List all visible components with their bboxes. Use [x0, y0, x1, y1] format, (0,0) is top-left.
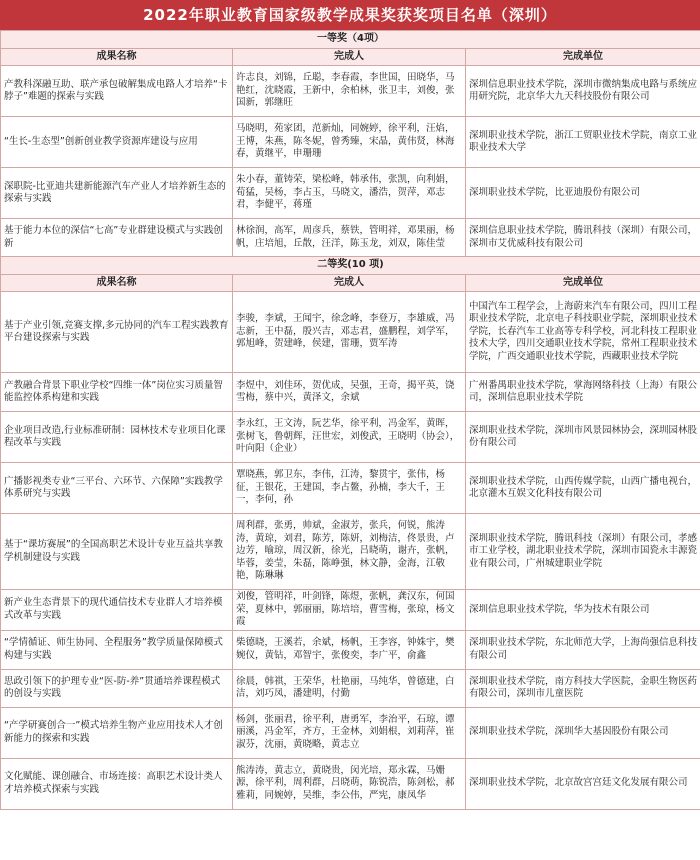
- members-cell: 李煜中，刘佳环，贺优成，吴强，王奇，揭平英，饶雪梅，蔡中兴，黄泽文，余斌: [233, 373, 466, 412]
- project-name-cell: 思政引领下的护理专业“医-防-养”贯通培养课程模式的创设与实践: [1, 669, 233, 707]
- units-cell: 深圳信息职业技术学院，华为技术有限公司: [466, 590, 700, 631]
- column-header: 完成单位: [466, 49, 700, 66]
- project-name-cell: “产学研赛创合一”模式培养生物产业应用技术人才创新能力的探索和实践: [1, 707, 233, 758]
- column-header: 完成单位: [466, 275, 700, 292]
- units-cell: 深圳职业技术学院，腾讯科技（深圳）有限公司，孝感市工业学校，湖北职业技术学院，深圳市国瓷永丰源瓷业有限公司，广州城建职业学院: [466, 514, 700, 590]
- units-cell: 深圳职业技术学院，山西传媒学院，山西广播电视台，北京灌木互娱文化科技有限公司: [466, 463, 700, 514]
- units-cell: 深圳职业技术学院，深圳华大基因股份有限公司: [466, 707, 700, 758]
- project-name-cell: 广播影视类专业“三平台、六环节、六保障”实践教学体系研究与实践: [1, 463, 233, 514]
- members-cell: 李永红，王文涛，阮艺华，徐平利，冯金军，黄晖，张树飞，鲁朝辉，汪世宏，刘俊武，王晓明（协会），叶向阳（企业）: [233, 412, 466, 463]
- members-cell: 杨剑，张丽君，徐平利，唐勇军，李治平，石琼，谭丽溪，冯金军，齐方，王金林，刘娟根，刘莉萍，崔淑芬，沈丽，黄晓略，黄志立: [233, 707, 466, 758]
- units-cell: 深圳职业技术学院，南方科技大学医院，金职生物医药有限公司，深圳市儿童医院: [466, 669, 700, 707]
- column-header: 完成人: [233, 49, 466, 66]
- table-row: [1, 373, 700, 412]
- column-header: 成果名称: [1, 49, 233, 66]
- column-header-row: [1, 49, 700, 66]
- award-table-body: [1, 31, 700, 810]
- project-name-cell: 产教科深融互助、联产承包破解集成电路人才培养“卡脖子”难题的探索与实践: [1, 66, 233, 117]
- members-cell: 覃晓燕，郭卫东，李伟，江涛，黎贯宇，张伟，杨征，王银花，王建国，李占鳌，孙楠，李大千，王一，李何，孙: [233, 463, 466, 514]
- members-cell: 刘俊，管明祥，叶剑锋，陈煜，张帆，龚汉东，何国荣，夏林中，郭丽丽，陈培培，曹雪梅，张琼，杨文霞: [233, 590, 466, 631]
- table-row: [1, 514, 700, 590]
- table-row: [1, 669, 700, 707]
- units-cell: 深圳职业技术学院，比亚迪股份有限公司: [466, 168, 700, 219]
- table-row: [1, 707, 700, 758]
- project-name-cell: 基于“课坊赛展”的全国高职艺术设计专业互益共享教学机制建设与实践: [1, 514, 233, 590]
- units-cell: 深圳职业技术学院，浙江工贸职业技术学院，南京工业职业技术大学: [466, 117, 700, 168]
- project-name-cell: 企业项目改造,行业标准研制：园林技术专业项目化课程改革与实践: [1, 412, 233, 463]
- table-row: [1, 412, 700, 463]
- project-name-cell: 深职院-比亚迪共建新能源汽车产业人才培养新生态的探索与实践: [1, 168, 233, 219]
- members-cell: 马晓明，苑家团，范新灿，同婉婷，徐平利，汪焰，王博，朱燕，陈冬妮，曾秀臻，宋晶，黄伟贤，林海春，黄继平，申珊珊: [233, 117, 466, 168]
- units-cell: 深圳信息职业技术学院，深圳市微纳集成电路与系统应用研究院，北京华大九天科技股份有限公司: [466, 66, 700, 117]
- project-name-cell: 新产业生态背景下的现代通信技术专业群人才培养模式改革与实践: [1, 590, 233, 631]
- units-cell: 广州番禺职业技术学院，掌海网络科技（上海）有限公司，深圳信息职业技术学院: [466, 373, 700, 412]
- section-label: 一等奖（4项）: [1, 31, 700, 49]
- members-cell: 周利群，张勇，帅斌，金淑芳，张兵，何锐，熊涛涛，黄琼，刘君，陈芳，陈妍，刘梅洁，佟景贵，卢边芳，喻琼，周汉新，徐光，吕晓萌，谢卉，张帆，毕蓉，姜莹，朱磊，陈峥强，林文静，金海，江敬艳，陈琳琳: [233, 514, 466, 590]
- column-header-row: [1, 275, 700, 292]
- project-name-cell: “学情循证、师生协同、全程服务”教学质量保障模式构建与实践: [1, 630, 233, 669]
- section-label: 二等奖(10 项): [1, 257, 700, 275]
- members-cell: 许志良，刘锦，丘聪，李春霞，李世国，田晓华，马艳红，沈晓霞，王新中，余柏林，张卫丰，刘俊，张国新，郭继旺: [233, 66, 466, 117]
- column-header: 完成人: [233, 275, 466, 292]
- table-row: [1, 463, 700, 514]
- table-row: [1, 117, 700, 168]
- members-cell: 徐晨，韩祺，王荣华，杜艳丽，马纯华，曾德建，白洁，刘巧凤，潘建明，付勤: [233, 669, 466, 707]
- members-cell: 柴德晓，王溪若，余斌，杨帆，王李容，钟姝宇，樊婉仪，黄钻，邓智宇，张俊奕，李广平，俞鑫: [233, 630, 466, 669]
- table-row: [1, 758, 700, 809]
- units-cell: 深圳职业技术学院，北京故宫宫廷文化发展有限公司: [466, 758, 700, 809]
- column-header: 成果名称: [1, 275, 233, 292]
- units-cell: 深圳职业技术学院，东北师范大学，上海尚强信息科技有限公司: [466, 630, 700, 669]
- members-cell: 李骏，李斌，王闻宇，徐念峰，李登万，李雄威，冯志新，王中磊，殷兴吉，邓志君，盛鹏程，刘学军，郭旭峰，贺建峰，侯建，雷珊，贾军涛: [233, 292, 466, 373]
- table-row: [1, 219, 700, 257]
- project-name-cell: 文化赋能、课创融合、市场连接：高职艺术设计类人才培养模式探索与实践: [1, 758, 233, 809]
- members-cell: 熊涛涛，黄志立，黄晓贵，闵光培，郑永霖，马姗源，徐平利，周利群，吕晓萌，陈锐浩，陈剑松，郝雅莉，同婉婷，吴维，李公伟，严宪，康凤华: [233, 758, 466, 809]
- project-name-cell: 基于产业引领,竞赛支撑,多元协同的汽车工程实践教育平台建设探索与实践: [1, 292, 233, 373]
- table-row: [1, 168, 700, 219]
- project-name-cell: 基于能力本位的深信“七高”专业群建设模式与实践创新: [1, 219, 233, 257]
- units-cell: 中国汽车工程学会，上海蔚来汽车有限公司，四川工程职业技术学院，北京电子科技职业学院，深圳职业技术学院，长春汽车工业高等专科学校，河北科技工程职业技术大学，四川交通职业技术学院，常州工程职业技术学院，广西交通职业技术学院，西藏职业技术学院: [466, 292, 700, 373]
- project-name-cell: 产教融合背景下职业学校“四维一体”岗位实习质量智能监控体系构建和实践: [1, 373, 233, 412]
- section-header: [1, 31, 700, 49]
- page-title: 2022年职业教育国家级教学成果奖获奖项目名单（深圳）: [0, 0, 700, 30]
- table-row: [1, 590, 700, 631]
- table-row: [1, 66, 700, 117]
- award-table: [0, 30, 700, 810]
- units-cell: 深圳职业技术学院，深圳市风景园林协会，深圳园林股份有限公司: [466, 412, 700, 463]
- members-cell: 林徐润，高军，周彦兵，蔡铁，管明祥，邓果丽，杨帆，庄培旭，丘散，汪洋，陈玉龙，刘双，陈佳莹: [233, 219, 466, 257]
- units-cell: 深圳信息职业技术学院，腾讯科技（深圳）有限公司，深圳市艾优威科技有限公司: [466, 219, 700, 257]
- table-row: [1, 292, 700, 373]
- table-row: [1, 630, 700, 669]
- section-header: [1, 257, 700, 275]
- members-cell: 朱小春，董铸荣，梁松峰，韩承伟，张凯，向利娟，荀猛，吴杨，李占玉，马晓文，潘浩，贺萍，邓志君，李健平，蒋瑾: [233, 168, 466, 219]
- project-name-cell: “生长-生态型”创新创业教学资源库建设与应用: [1, 117, 233, 168]
